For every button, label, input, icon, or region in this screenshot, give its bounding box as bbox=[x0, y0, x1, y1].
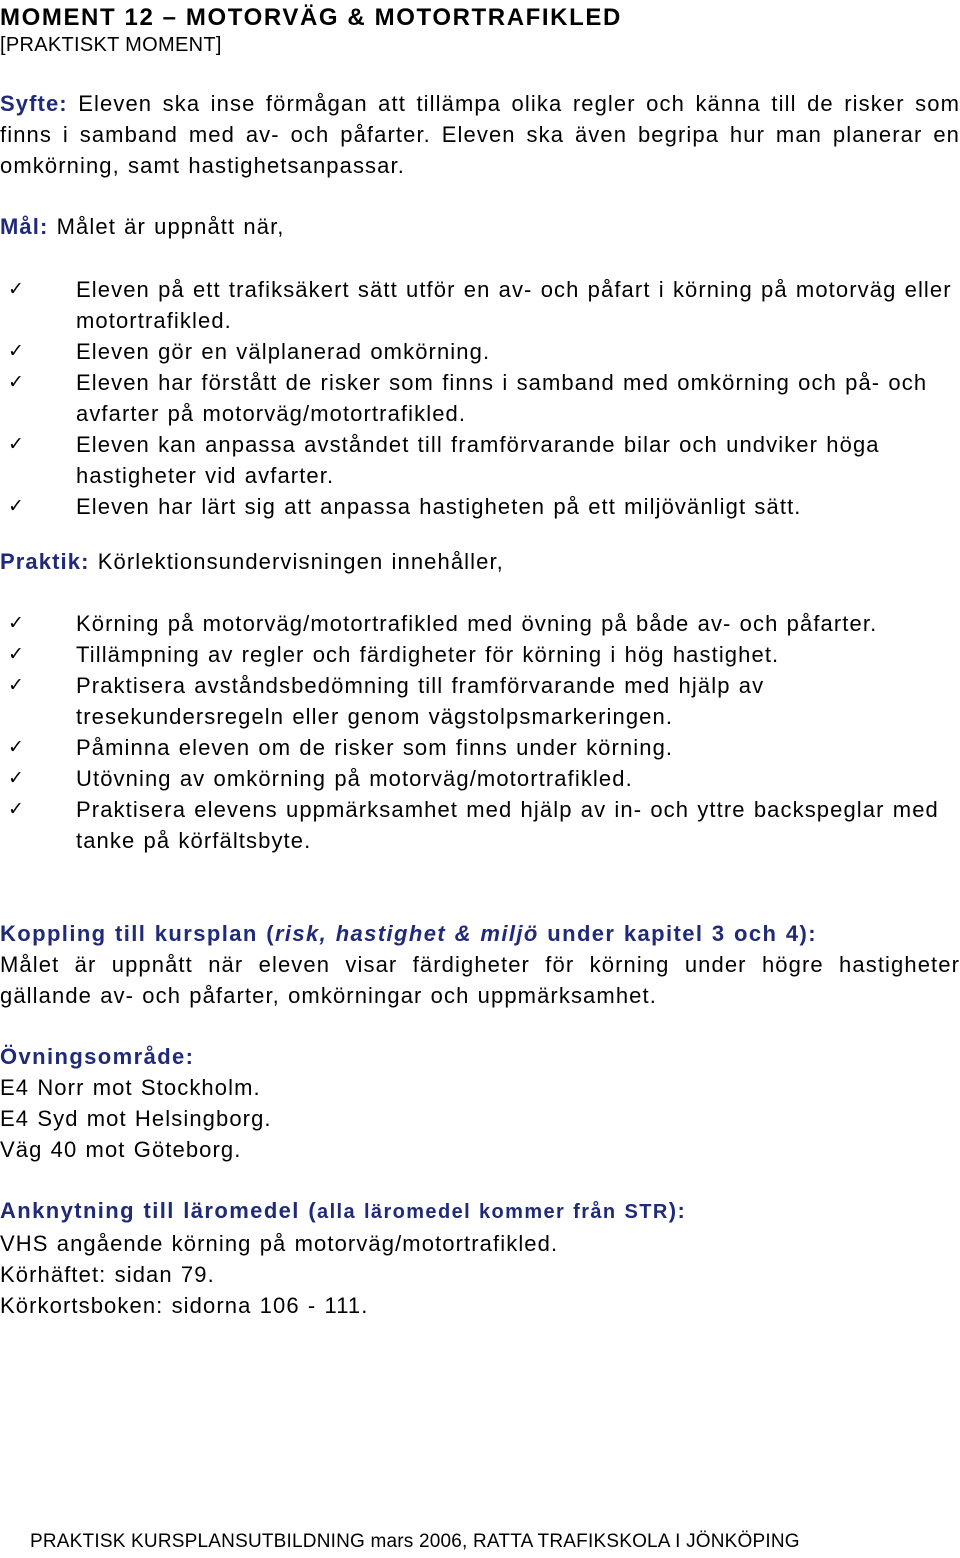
list-item bbox=[0, 608, 960, 639]
mal-text: Målet är uppnått när, bbox=[56, 214, 285, 239]
ovningsomrade-heading: Övningsområde: bbox=[0, 1044, 195, 1069]
page-footer: PRAKTISK KURSPLANSUTBILDNING mars 2006, RATTA TRAFIKSKOLA I JÖNKÖPING bbox=[30, 1531, 800, 1552]
list-item-text: Eleven på ett trafiksäkert sätt utför en av- och påfart i körning på motorväg eller motortrafikled. bbox=[76, 277, 952, 333]
page-title: MOMENT 12 – MOTORVÄG & MOTORTRAFIKLED bbox=[0, 4, 622, 31]
kursplan-heading-end: under kapitel 3 och 4): bbox=[538, 921, 817, 946]
list-item bbox=[0, 732, 960, 763]
list-item bbox=[0, 670, 960, 732]
checkmark-icon: ✓ bbox=[8, 798, 26, 820]
list-item-text: Körning på motorväg/motortrafikled med övning på både av- och påfarter. bbox=[76, 611, 878, 636]
list-item-text: Utövning av omkörning på motorväg/motortrafikled. bbox=[76, 766, 633, 791]
laromedel-line: Körkortsboken: sidorna 106 - 111. bbox=[0, 1293, 369, 1318]
syfte-label: Syfte: bbox=[0, 91, 68, 116]
list-item bbox=[0, 429, 960, 491]
list-item-text: Påminna eleven om de risker som finns under körning. bbox=[76, 735, 674, 760]
kursplan-heading-start: Koppling till kursplan ( bbox=[0, 921, 275, 946]
kursplan-heading bbox=[0, 918, 960, 949]
checkmark-icon: ✓ bbox=[8, 767, 26, 789]
syfte-text: Eleven ska inse förmågan att tillämpa olika regler och känna till de risker som finns i samband med av- och påfarter. Eleven ska även begripa hur man planerar en omkörning, samt hastighetsanpassar. bbox=[0, 91, 960, 178]
praktik-text: Körlektionsundervisningen innehåller, bbox=[97, 549, 504, 574]
list-item bbox=[0, 491, 960, 522]
laromedel-heading-small: alla läromedel kommer från STR bbox=[317, 1201, 669, 1223]
laromedel-line: Körhäftet: sidan 79. bbox=[0, 1262, 215, 1287]
laromedel-line: VHS angående körning på motorväg/motortrafikled. bbox=[0, 1231, 559, 1256]
mal-heading bbox=[0, 211, 960, 242]
checkmark-icon: ✓ bbox=[8, 371, 26, 393]
list-item bbox=[0, 763, 960, 794]
ovningsomrade-line: E4 Syd mot Helsingborg. bbox=[0, 1106, 272, 1131]
checkmark-icon: ✓ bbox=[8, 736, 26, 758]
laromedel-heading-end: ): bbox=[668, 1198, 687, 1223]
checkmark-icon: ✓ bbox=[8, 340, 26, 362]
laromedel-heading bbox=[0, 1195, 960, 1228]
ovningsomrade-line: E4 Norr mot Stockholm. bbox=[0, 1075, 261, 1100]
syfte-section bbox=[0, 88, 960, 181]
list-item-text: Eleven kan anpassa avståndet till framförvarande bilar och undviker höga hastigheter vid avfarter. bbox=[76, 432, 880, 488]
laromedel-heading-start: Anknytning till läromedel ( bbox=[0, 1198, 318, 1223]
list-item bbox=[0, 794, 960, 856]
checkmark-icon: ✓ bbox=[8, 433, 26, 455]
list-item bbox=[0, 274, 960, 336]
checkmark-icon: ✓ bbox=[8, 278, 26, 300]
list-item-text: Praktisera elevens uppmärksamhet med hjälp av in- och yttre backspeglar med tanke på körfältsbyte. bbox=[76, 797, 939, 853]
checkmark-icon: ✓ bbox=[8, 495, 26, 517]
list-item-text: Eleven gör en välplanerad omkörning. bbox=[76, 339, 491, 364]
checkmark-icon: ✓ bbox=[8, 643, 26, 665]
praktik-heading bbox=[0, 546, 960, 577]
checkmark-icon: ✓ bbox=[8, 674, 26, 696]
list-item-text: Praktisera avståndsbedömning till framförvarande med hjälp av tresekundersregeln eller genom vägstolpsmarkeringen. bbox=[76, 673, 765, 729]
kursplan-text: Målet är uppnått när eleven visar färdigheter för körning under högre hastigheter gällande av- och påfarter, omkörningar och uppmärksamhet. bbox=[0, 952, 960, 1008]
list-item-text: Eleven har förstått de risker som finns i samband med omkörning och på- och avfarter på motorväg/motortrafikled. bbox=[76, 370, 928, 426]
mal-label: Mål: bbox=[0, 214, 49, 239]
list-item bbox=[0, 639, 960, 670]
kursplan-section bbox=[0, 918, 960, 1011]
ovningsomrade-line: Väg 40 mot Göteborg. bbox=[0, 1137, 242, 1162]
ovningsomrade-section bbox=[0, 1041, 960, 1165]
laromedel-section bbox=[0, 1195, 960, 1321]
mal-checklist bbox=[0, 274, 960, 522]
list-item-text: Tillämpning av regler och färdigheter för körning i hög hastighet. bbox=[76, 642, 780, 667]
kursplan-heading-italic: risk, hastighet & miljö bbox=[274, 921, 539, 946]
praktik-checklist bbox=[0, 608, 960, 856]
page-subtitle: [PRAKTISKT MOMENT] bbox=[0, 34, 222, 56]
list-item bbox=[0, 336, 960, 367]
praktik-label: Praktik: bbox=[0, 549, 90, 574]
list-item bbox=[0, 367, 960, 429]
checkmark-icon: ✓ bbox=[8, 612, 26, 634]
list-item-text: Eleven har lärt sig att anpassa hastigheten på ett miljövänligt sätt. bbox=[76, 494, 802, 519]
